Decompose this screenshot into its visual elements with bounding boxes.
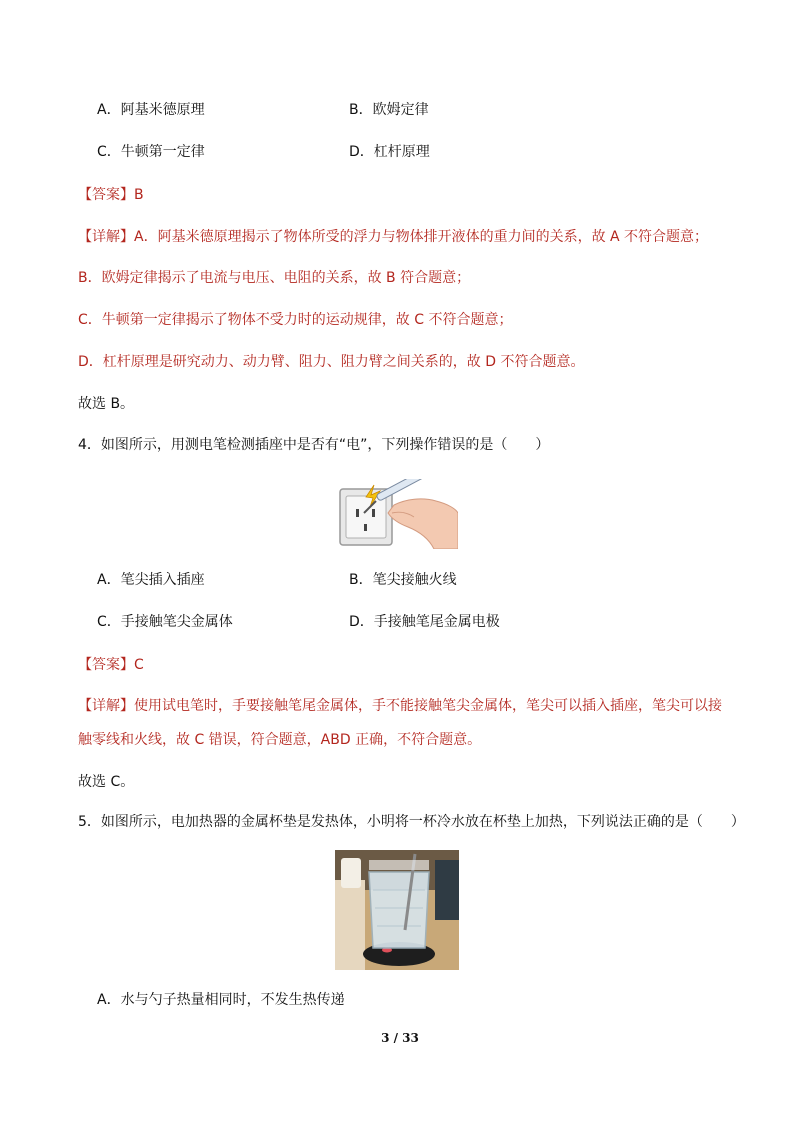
question-5-stem: 5．如图所示，电加热器的金属杯垫是发热体，小明将一杯冷水放在杯垫上加热，下列说法正确的是（ ） [78, 814, 745, 830]
answer-label: 【答案】 [78, 657, 134, 673]
detail-label: 【详解】 [78, 229, 134, 245]
detail-line-2: B．欧姆定律揭示了电流与电压、电阻的关系，故 B 符合题意； [78, 270, 471, 286]
option-a: A．水与勺子热量相同时，不发生热传递 [97, 992, 345, 1008]
detail-text: A．阿基米德原理揭示了物体所受的浮力与物体排开液体的重力间的关系，故 A 不符合题意； [134, 229, 709, 245]
option-c: C．牛顿第一定律 [97, 144, 205, 160]
test-pen-socket-illustration [336, 479, 458, 549]
heater-cup-illustration [335, 850, 459, 970]
option-d: D．手接触笔尾金属电极 [349, 614, 500, 630]
answer [78, 655, 144, 675]
answer [78, 185, 144, 205]
detail-line-3: C．牛顿第一定律揭示了物体不受力时的运动规律，故 C 不符合题意； [78, 312, 513, 328]
test-pen-socket-image [336, 479, 458, 549]
heater-cup-photo [335, 850, 459, 970]
option-b: B．笔尖接触火线 [349, 572, 457, 588]
option-a: A．笔尖插入插座 [97, 572, 205, 588]
detail-line-1 [78, 696, 722, 716]
page-number: 3 / 33 [381, 1031, 419, 1045]
option-b: B．欧姆定律 [349, 102, 429, 118]
option-a: A．阿基米德原理 [97, 102, 205, 118]
question-4-stem: 4．如图所示，用测电笔检测插座中是否有“电”，下列操作错误的是（ ） [78, 437, 550, 453]
conclusion: 故选 B。 [78, 396, 135, 412]
answer-label: 【答案】 [78, 187, 134, 203]
detail-line-1 [78, 227, 708, 247]
conclusion: 故选 C。 [78, 774, 135, 790]
option-d: D．杠杆原理 [349, 144, 430, 160]
detail-line-2: 触零线和火线，故 C 错误，符合题意，ABD 正确，不符合题意。 [78, 732, 482, 748]
detail-text: 使用试电笔时，手要接触笔尾金属体，手不能接触笔尖金属体，笔尖可以插入插座，笔尖可以接 [134, 698, 722, 714]
detail-line-4: D．杠杆原理是研究动力、动力臂、阻力、阻力臂之间关系的，故 D 不符合题意。 [78, 354, 585, 370]
option-c: C．手接触笔尖金属体 [97, 614, 233, 630]
detail-label: 【详解】 [78, 698, 134, 714]
answer-value: C [134, 657, 144, 673]
answer-value: B [134, 187, 144, 203]
